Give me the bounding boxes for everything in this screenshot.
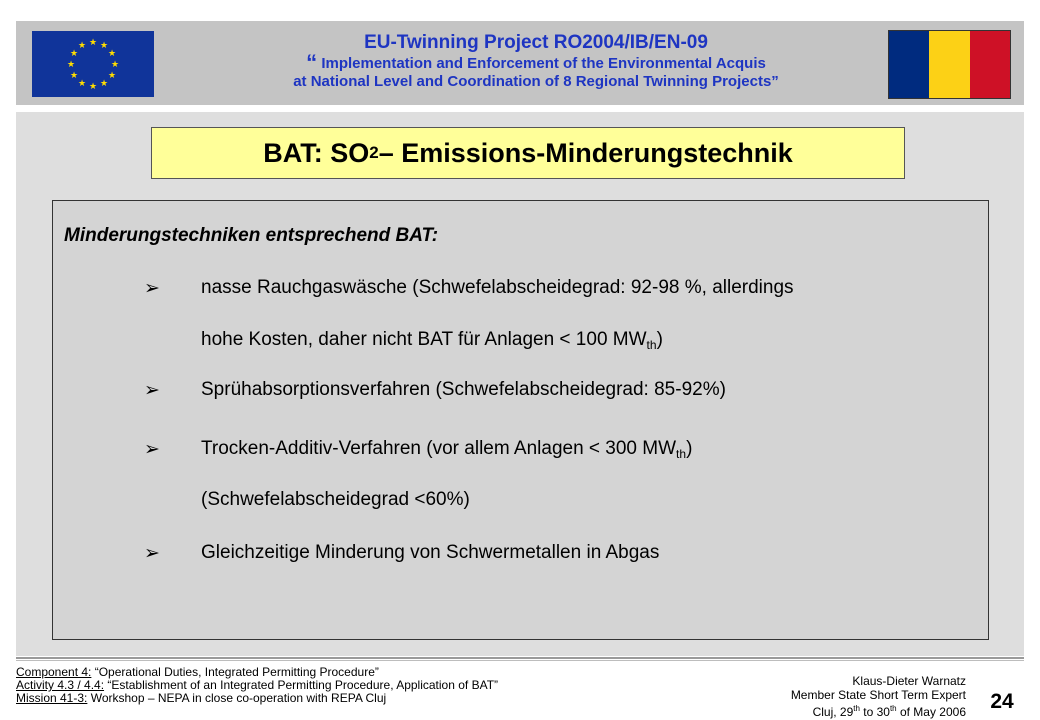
footer-divider [16, 657, 1024, 659]
bullet-1-line2-sub: th [646, 338, 657, 352]
svg-text:★: ★ [107, 49, 117, 59]
svg-text:★: ★ [66, 60, 76, 70]
component-text: “Operational Duties, Integrated Permitting Procedure” [91, 665, 379, 679]
slide-title [151, 127, 905, 179]
bullet-4: Gleichzeitige Minderung von Schwermetallen in Abgas [201, 542, 660, 563]
content-box [52, 200, 989, 640]
svg-text:★: ★ [77, 79, 87, 89]
activity-label: Activity 4.3 / 4.4: [16, 678, 105, 692]
slide-title-pre: BAT: SO [263, 137, 370, 168]
footer-mission-line [16, 692, 498, 705]
footer-role: Member State Short Term Expert [790, 688, 966, 702]
date-mid: to 30 [859, 705, 890, 719]
project-subtitle-line2: at National Level and Coordination of 8 Regional Twinning Projects” [293, 73, 779, 90]
bullet-1-line2 [201, 329, 663, 352]
svg-text:★: ★ [69, 49, 79, 59]
bullet-3-line1-sub: th [676, 447, 687, 461]
mission-text: Workshop – NEPA in close co-operation with REPA Cluj [87, 691, 387, 705]
page-number: 24 [990, 690, 1014, 713]
footer-right [720, 674, 966, 719]
activity-text: “Establishment of an Integrated Permitting Procedure, Application of BAT” [104, 678, 499, 692]
svg-text:★: ★ [77, 41, 87, 51]
project-title: EU-Twinning Project RO2004/IB/EN-09 [364, 32, 708, 53]
footer-divider-light [16, 660, 1024, 661]
svg-text:★: ★ [107, 71, 117, 81]
bullet-1-line2-post: ) [656, 329, 663, 350]
bullet-arrow-icon: ➢ [144, 380, 160, 401]
svg-text:★: ★ [110, 60, 120, 70]
project-subtitle-line1 [171, 50, 901, 75]
bullet-3-line2: (Schwefelabscheidegrad <60%) [201, 489, 470, 510]
svg-text:★: ★ [69, 71, 79, 81]
component-label: Component 4: [16, 665, 92, 679]
svg-text:★: ★ [99, 79, 109, 89]
content-heading: Minderungstechniken entsprechend BAT: [64, 225, 439, 246]
ro-flag-blue-stripe [889, 31, 929, 98]
romania-flag-icon [888, 30, 1011, 99]
eu-stars-icon [32, 31, 154, 97]
bullet-3-line1-pre: Trocken-Additiv-Verfahren (vor allem Anlagen < 300 MW [201, 438, 677, 459]
bullet-3-line1-post: ) [686, 438, 693, 459]
eu-flag-icon [32, 31, 154, 97]
date-sup1: th [853, 704, 860, 713]
bullet-1-line1: nasse Rauchgaswäsche (Schwefelabscheidegrad: 92-98 %, allerdings [201, 277, 794, 298]
bullet-1-line2-pre: hohe Kosten, daher nicht BAT für Anlagen < 100 MW [201, 329, 647, 350]
footer-date [720, 702, 966, 719]
mission-label: Mission 41-3: [16, 691, 88, 705]
bullet-arrow-icon: ➢ [144, 278, 160, 299]
slide-title-post: – Emissions-Minderungstechnik [378, 137, 793, 168]
bullet-3-line1 [201, 438, 692, 461]
bullet-2: Sprühabsorptionsverfahren (Schwefelabscheidegrad: 85-92%) [201, 379, 726, 400]
header-bar [16, 21, 1024, 105]
svg-text:★: ★ [88, 38, 98, 48]
footer-author: Klaus-Dieter Warnatz [852, 674, 966, 688]
date-sup2: th [889, 704, 897, 713]
date-pre: Cluj, 29 [812, 705, 854, 719]
date-post: of May 2006 [896, 705, 966, 719]
slide-title-subscript: 2 [369, 143, 379, 162]
ro-flag-red-stripe [970, 31, 1010, 98]
ro-flag-yellow-stripe [929, 31, 969, 98]
subtitle-open-quote: “ [306, 50, 318, 75]
footer-left [16, 666, 498, 705]
svg-text:★: ★ [99, 41, 109, 51]
bullet-arrow-icon: ➢ [144, 439, 160, 460]
svg-text:★: ★ [88, 82, 98, 92]
bullet-arrow-icon: ➢ [144, 543, 160, 564]
subtitle-line1-text: Implementation and Enforcement of the Environmental Acquis [321, 55, 766, 72]
